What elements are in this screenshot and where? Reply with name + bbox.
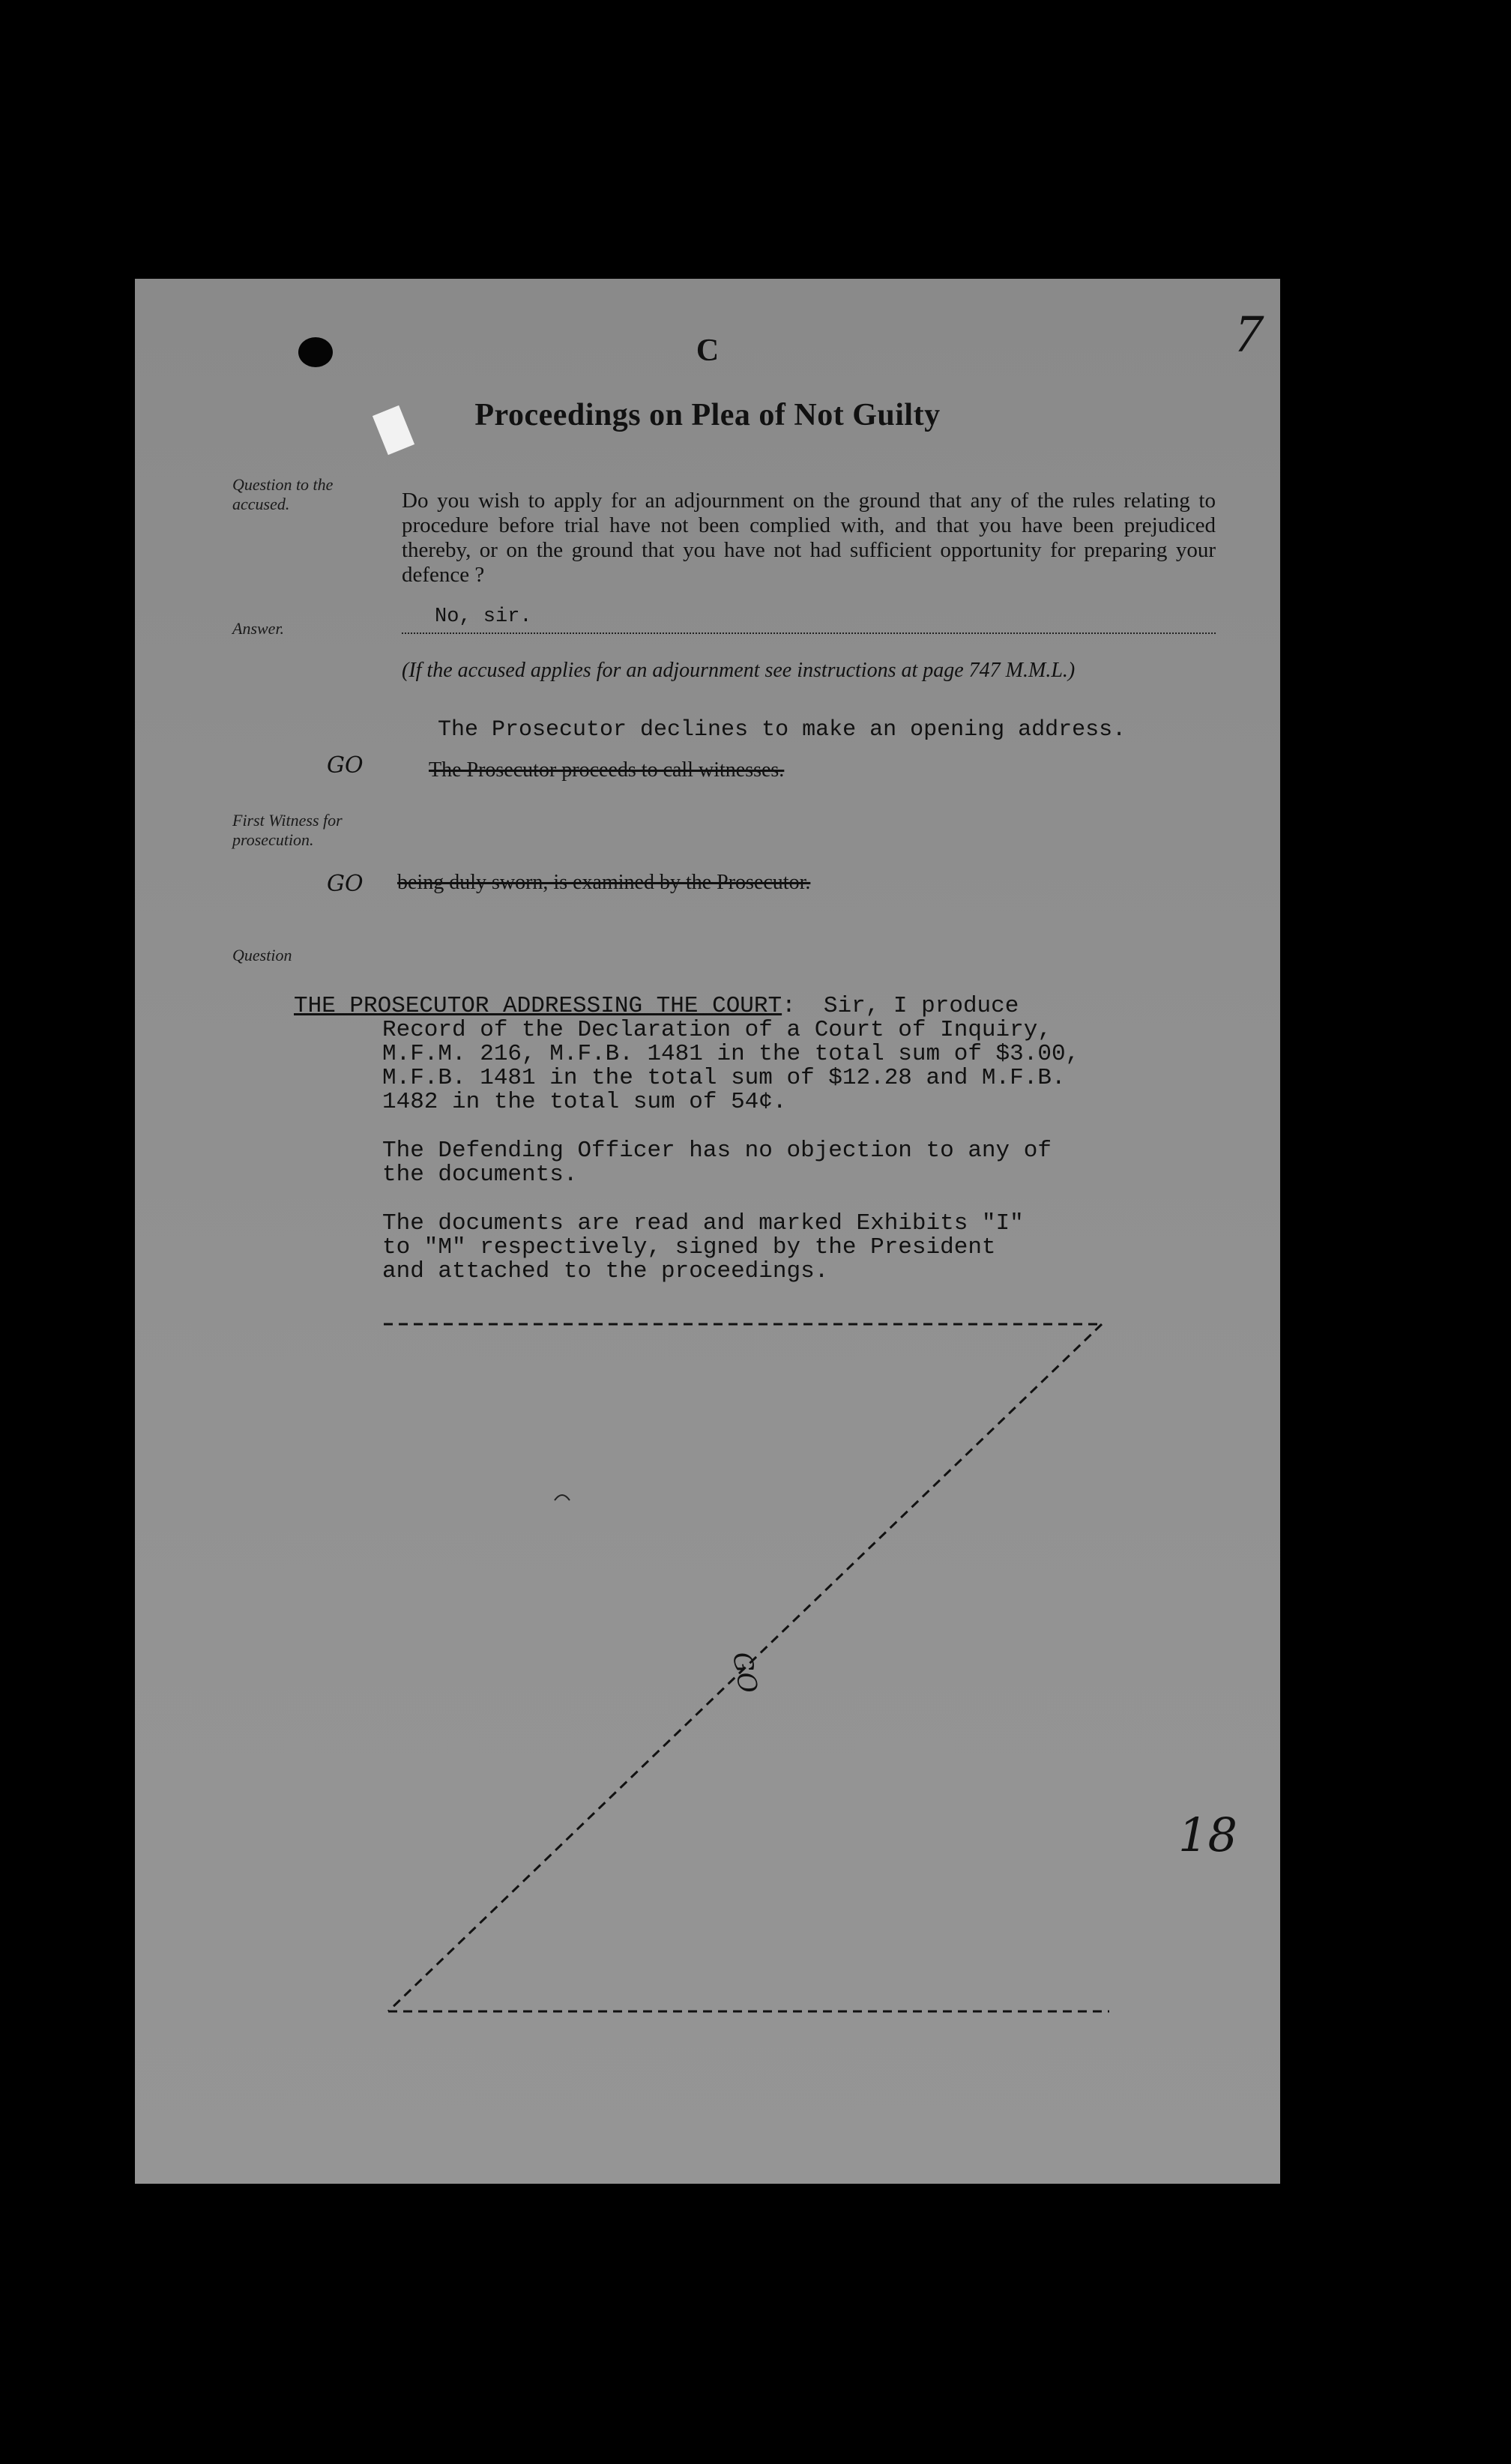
section-letter: C [696,333,720,368]
prosecutor-address-label: THE PROSECUTOR ADDRESSING THE COURT [294,993,782,1019]
prosecutor-declines-text: The Prosecutor declines to make an opening address. [438,717,1127,743]
page-title: Proceedings on Plea of Not Guilty [474,398,941,432]
margin-label-question-to-accused: Question to the accused. [232,475,334,513]
prosecutor-address-intro: : Sir, I produce [782,993,1019,1019]
struck-proceeds-text: The Prosecutor proceeds to call witnesses. [429,758,785,782]
margin-label-first-witness: First Witness for prosecution. [232,811,343,849]
margin-label-question: Question [232,946,292,964]
exhibits-line: The documents are read and marked Exhibits "I" [382,1210,1024,1236]
adjournment-instruction: (If the accused applies for an adjournment see instructions at page 747 M.M.L.) [402,659,1076,682]
exhibits-line: and attached to the proceedings. [382,1258,829,1284]
exhibits-line: to "M" respectively, signed by the President [382,1234,996,1260]
tick-mark [555,1495,570,1500]
defending-officer-line: the documents. [382,1162,578,1188]
document-page [135,279,1280,2184]
margin-label-answer: Answer. [232,619,285,638]
corner-page-number: 7 [1235,304,1262,363]
struck-sworn-text: being duly sworn, is examined by the Prosecutor. [397,871,811,894]
prosecutor-address-line: M.F.B. 1481 in the total sum of $12.28 and M.F.B. [382,1065,1066,1091]
adjournment-question: Do you wish to apply for an adjournment on the ground that any of the rules relating to procedure before trial have not been complied with, and that you have been prejudiced thereby, or on the ground that you have not had sufficient opportunity for preparing your defence ? [402,489,1216,587]
handwritten-initials: GO [327,871,364,897]
prosecutor-address-line: M.F.M. 216, M.F.B. 1481 in the total sum of $3.00, [382,1041,1080,1067]
defending-officer-line: The Defending Officer has no objection to any of [382,1138,1052,1164]
handwritten-initials: GO [327,752,364,779]
prosecutor-address-line: Record of the Declaration of a Court of Inquiry, [382,1017,1052,1043]
prosecutor-address-line: 1482 in the total sum of 54¢. [382,1089,787,1115]
handwritten-initials: GO [726,1649,763,1696]
handwritten-page-number: 18 [1178,1808,1237,1862]
cancellation-z-lines [135,279,1280,2184]
answer-text: No, sir. [435,606,532,628]
